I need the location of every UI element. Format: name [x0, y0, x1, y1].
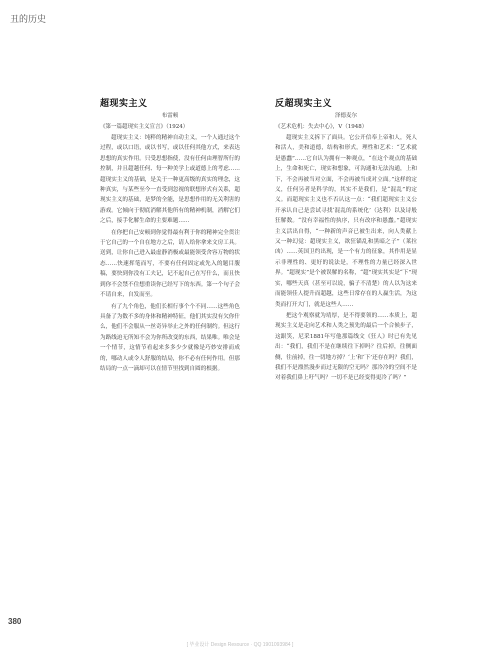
- left-column: [100, 96, 240, 374]
- surrealism-title: 超现实主义: [100, 98, 148, 108]
- body-paragraph: 在你把自己安顿到你觉得最有利于你的精神完全贯注于它自己的一个自在地方之后，请人给你拿来文房工具。送到，让你自己进入最虚静消极或最能领受舍容万物的状态……快速挥笔而写，不要有任何固定或先入的题目腹稿，要快到你没有工夫记，记不起自己在写什么，而且快到你不会禁不住想重读你已经写下的东西。第一个句子会不请自来，自发而至。: [100, 229, 240, 299]
- surrealism-source: 《第一篇超现实主义宣言》（1924）: [100, 124, 189, 130]
- body-paragraph: 超现实主义：纯粹的精神自动主义，一个人通过这个过程，或以口语，或以书写，或以任何其他方式，来表达思想的真实作用。只受思想指使，没有任何由理智所行的控制，并且超越任何、每一种美学上或道德上的考虑……超现实主义的基础，是关于一种更高级的真实的理念，这种真实，与某些至今一直受到忽视的联想形式有关系，超现实主义的基础，是梦的全能，是思想作用的无关利害的游戏。它倾向于彻底消解其他所有的精神机制，消解它们之后，接手化解生命的主要难题……: [100, 135, 240, 225]
- surrealism-author: 布雷顿: [161, 113, 179, 119]
- body-paragraph: 有了九个角色，他们长相行事个个不同……这些角色具备了为数不多的身体和精神特征，他们其实没有欠你什么，他们不会服从一丝奇异举止之外的任何制约。但这行为路线迫无所知不会为你所改变的东西，结果唯。唯会是一个情节，这情节看起来多多少少就像是巧妙安排而成的，哪动人或令人舒服的结局，你不必有任何作用。但那结局的一点一滴却可以在情节里找到自圆的根据。: [100, 303, 240, 372]
- body-paragraph: 超现实主义拆下了面具。它公开信奉上帝和人，死人和活人，美和道德，结构和形式，理性和艺术：“艺术就是愚蠢”……它自认为拥有一种观点，“在这个观点的基础上，生命和死亡，现实和想象，可沟通和无法沟通，上和下，不会再被当对立面，不会再被当成对立面。”这样的定义，任何另者是科学的，其实不是我们，是“混乱”的定义。而超现实主义也不否认这一点：“我们超现实主义公开承认自己是尝试寻找‘混乱的系统化’（达利）以及诗般狂解数。“没有幸福性的执序，只有改序和愚蠢。”超现实主义活出自得，“一种新的声音已被生出来，向人类献上又一种幻觉：超现实主义，欲狂锚乱和黑暗之子”（莱拉凶）……英国卫约出现，是一个有力的征象，其作用是显示非理性的、更好的说法是，不理性的力量已经深入世界。“超现实”是个被误解的名称，“超”现实其实是“下”现实，哪些天真（甚至可以说，骗子不清楚）的人以为这来而能领佳人提升而超越，这些日常存在的人赢生活，为这类而打开大门，就是这些人……: [275, 135, 417, 308]
- page-number: 380: [8, 617, 22, 626]
- anti-surrealism-source: 《艺术危机：失去中心》，V（1948）: [275, 124, 368, 130]
- running-header: 丑的历史: [10, 15, 47, 25]
- watermark: [ 毕业设计 Design Resource · QQ 1901093984 ]: [186, 642, 294, 648]
- anti-surrealism-author: 泽德麦尔: [334, 113, 357, 119]
- anti-surrealism-title: 反超现实主义: [275, 98, 333, 108]
- right-column: [275, 96, 417, 384]
- body-paragraph: 把这个观察就为靖厚，是不得要领的……本质上，超现实主义是走向艺术和人类之预先的最后一个合候步子，这跟笑，尼采1881年写他那篇线文《狂人》时已有先见出：“我们，我们不是在继续往下掉吗？往后掉，往侧面侧，往前掉，往一切地方掉？‘上’和‘下’还存在吗？我们，我们不是漂然漫步而过无限的空无吗？那冷冷的空间不是对着我们鼻上吁气吗？一切不是已经变得更冷了吗？”: [275, 312, 417, 382]
